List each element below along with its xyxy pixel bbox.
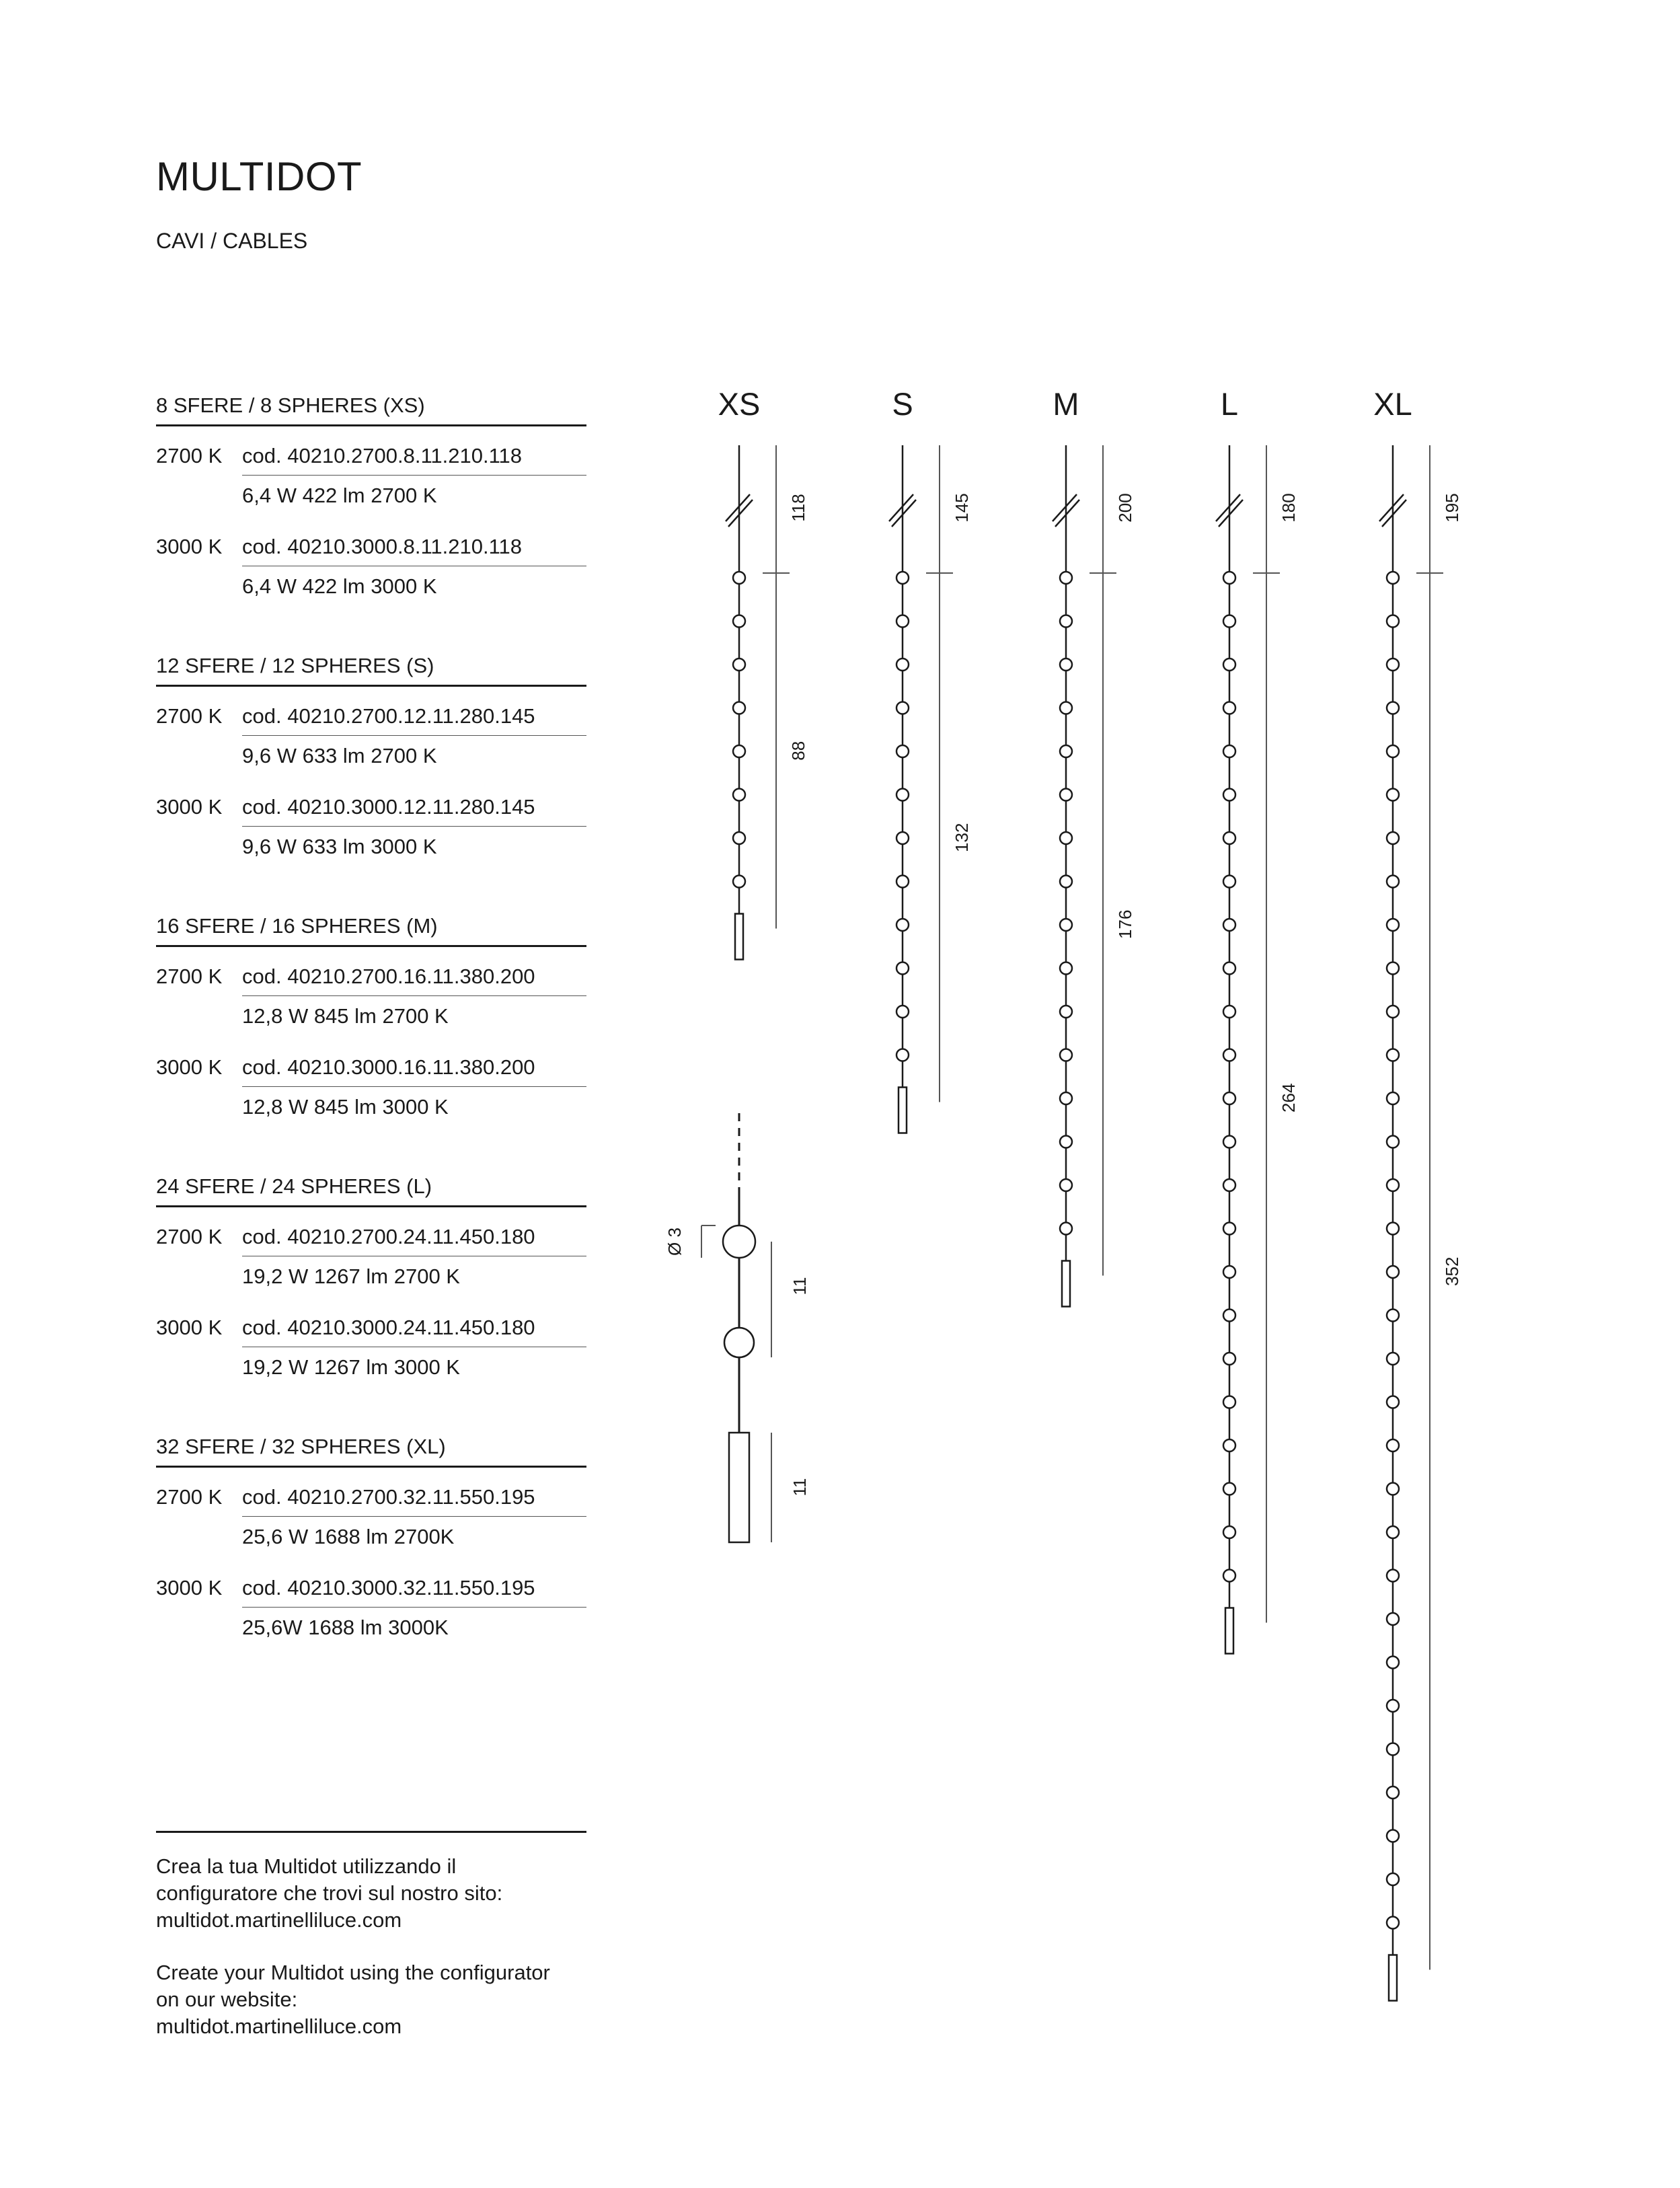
sphere xyxy=(1060,1136,1072,1148)
sphere xyxy=(1223,963,1235,975)
variant-temp: 3000 K xyxy=(156,795,223,819)
sphere xyxy=(1387,1873,1399,1885)
sphere xyxy=(1223,919,1235,931)
sphere xyxy=(1223,1049,1235,1061)
sphere xyxy=(1060,702,1072,714)
variant-code: cod. 40210.2700.12.11.280.145 xyxy=(242,704,586,736)
detail-end-cap xyxy=(729,1433,749,1542)
cable-size-label: S xyxy=(892,386,913,422)
sphere xyxy=(1223,658,1235,671)
variant-code: cod. 40210.3000.16.11.380.200 xyxy=(242,1055,586,1087)
sphere xyxy=(1387,1092,1399,1104)
top-dimension-label: 180 xyxy=(1278,493,1299,523)
variant-spec: 25,6 W 1688 lm 2700K xyxy=(242,1525,455,1548)
sphere xyxy=(1387,1136,1399,1148)
sphere xyxy=(1387,1917,1399,1929)
sphere xyxy=(1060,615,1072,628)
sphere xyxy=(1223,876,1235,888)
detail-sphere xyxy=(724,1328,754,1357)
top-dimension-label: 200 xyxy=(1115,493,1135,523)
sphere xyxy=(896,789,909,801)
sphere xyxy=(1223,1266,1235,1278)
sphere xyxy=(896,963,909,975)
variant-spec: 9,6 W 633 lm 2700 K xyxy=(242,744,437,767)
end-cap xyxy=(1062,1261,1070,1307)
sphere xyxy=(1060,658,1072,671)
sphere xyxy=(1223,572,1235,584)
note-it-line2: configuratore che trovi sul nostro sito: xyxy=(156,1881,503,1905)
variant-spec: 9,6 W 633 lm 3000 K xyxy=(242,835,437,858)
sphere xyxy=(1387,963,1399,975)
top-dimension-label: 118 xyxy=(788,494,808,522)
bottom-dimension-label: 132 xyxy=(952,823,972,852)
note-en-line2: on our website: xyxy=(156,1988,298,2011)
diameter-label: Ø 3 xyxy=(664,1228,685,1256)
sphere xyxy=(1223,615,1235,628)
sphere xyxy=(1060,1092,1072,1104)
sphere xyxy=(1387,1613,1399,1625)
variant-spec: 19,2 W 1267 lm 3000 K xyxy=(242,1355,460,1379)
section-heading: 16 SFERE / 16 SPHERES (M) xyxy=(156,914,586,947)
note-it-link[interactable]: multidot.martinelliluce.com xyxy=(156,1908,402,1932)
variant-code: cod. 40210.2700.8.11.210.118 xyxy=(242,444,586,476)
sphere xyxy=(1060,1049,1072,1061)
sphere xyxy=(733,832,745,844)
sphere xyxy=(1387,1266,1399,1278)
sphere xyxy=(1387,1353,1399,1365)
sphere xyxy=(1060,919,1072,931)
variant-spec: 12,8 W 845 lm 2700 K xyxy=(242,1004,449,1028)
sphere xyxy=(1387,832,1399,844)
variant-temp: 2700 K xyxy=(156,1225,223,1248)
sphere xyxy=(1223,1439,1235,1451)
variant-temp: 3000 K xyxy=(156,1576,223,1599)
variant-temp: 2700 K xyxy=(156,965,223,988)
cable-size-label: XL xyxy=(1373,386,1412,422)
cable-size-label: L xyxy=(1220,386,1239,422)
sphere xyxy=(1387,702,1399,714)
sphere xyxy=(1223,1006,1235,1018)
sphere xyxy=(733,658,745,671)
sphere xyxy=(1387,1049,1399,1061)
sphere xyxy=(896,572,909,584)
cable-size-label: XS xyxy=(718,386,761,422)
bottom-dimension-label: 264 xyxy=(1278,1083,1299,1112)
sphere xyxy=(733,789,745,801)
sphere xyxy=(1387,1179,1399,1191)
sphere xyxy=(733,876,745,888)
variant-code: cod. 40210.2700.32.11.550.195 xyxy=(242,1485,586,1517)
note-it-line1: Crea la tua Multidot utilizzando il xyxy=(156,1854,457,1878)
variant-code: cod. 40210.3000.8.11.210.118 xyxy=(242,535,586,566)
note-en-line1: Create your Multidot using the configurator xyxy=(156,1961,550,1984)
sphere xyxy=(896,702,909,714)
sphere xyxy=(1387,919,1399,931)
sphere xyxy=(1060,832,1072,844)
sphere xyxy=(1387,876,1399,888)
end-cap xyxy=(1389,1955,1397,2001)
variant-code: cod. 40210.2700.16.11.380.200 xyxy=(242,965,586,996)
sphere xyxy=(1387,572,1399,584)
section-heading: 8 SFERE / 8 SPHERES (XS) xyxy=(156,393,586,426)
sphere xyxy=(1387,1570,1399,1582)
bottom-dimension-label: 176 xyxy=(1115,909,1135,939)
variant-temp: 2700 K xyxy=(156,1485,223,1509)
variant-spec: 12,8 W 845 lm 3000 K xyxy=(242,1095,449,1119)
sphere xyxy=(1387,1700,1399,1712)
variant-spec: 6,4 W 422 lm 2700 K xyxy=(242,484,437,507)
sphere xyxy=(1060,963,1072,975)
variant-code: cod. 40210.3000.24.11.450.180 xyxy=(242,1316,586,1347)
variant-code: cod. 40210.2700.24.11.450.180 xyxy=(242,1225,586,1256)
sphere xyxy=(1060,1179,1072,1191)
variant-temp: 3000 K xyxy=(156,1316,223,1339)
sphere xyxy=(733,572,745,584)
sphere xyxy=(733,745,745,757)
sphere-distance-label: 11 xyxy=(790,1277,810,1295)
sphere xyxy=(1387,615,1399,628)
sphere xyxy=(896,1006,909,1018)
sphere xyxy=(1387,658,1399,671)
sphere xyxy=(1387,745,1399,757)
sphere xyxy=(1223,745,1235,757)
section-heading: 12 SFERE / 12 SPHERES (S) xyxy=(156,654,586,687)
sphere xyxy=(896,876,909,888)
sphere xyxy=(1060,1006,1072,1018)
sphere xyxy=(1387,1439,1399,1451)
sphere xyxy=(1223,1310,1235,1322)
top-dimension-label: 195 xyxy=(1442,493,1462,523)
sphere xyxy=(1223,1526,1235,1538)
end-cap xyxy=(735,914,743,960)
variant-temp: 3000 K xyxy=(156,535,223,558)
variant-temp: 2700 K xyxy=(156,704,223,728)
sphere xyxy=(1387,1830,1399,1842)
variant-spec: 25,6W 1688 lm 3000K xyxy=(242,1616,449,1639)
sphere xyxy=(1223,1136,1235,1148)
section-heading: 32 SFERE / 32 SPHERES (XL) xyxy=(156,1435,586,1468)
sphere xyxy=(1223,789,1235,801)
variant-spec: 6,4 W 422 lm 3000 K xyxy=(242,574,437,598)
sphere xyxy=(733,702,745,714)
detail-sphere xyxy=(723,1225,755,1258)
sphere xyxy=(1387,1743,1399,1756)
variant-temp: 2700 K xyxy=(156,444,223,467)
bottom-dimension-label: 352 xyxy=(1442,1256,1462,1286)
sphere xyxy=(1387,1786,1399,1799)
variant-code: cod. 40210.3000.32.11.550.195 xyxy=(242,1576,586,1608)
sphere xyxy=(1060,572,1072,584)
variant-spec: 19,2 W 1267 lm 2700 K xyxy=(242,1265,460,1288)
sphere xyxy=(896,745,909,757)
end-cap-length-label: 11 xyxy=(790,1478,810,1497)
sphere xyxy=(896,1049,909,1061)
sphere xyxy=(1223,832,1235,844)
sphere xyxy=(733,615,745,628)
sphere xyxy=(896,832,909,844)
end-cap xyxy=(899,1088,907,1133)
variant-temp: 3000 K xyxy=(156,1055,223,1079)
sphere xyxy=(1060,789,1072,801)
sphere xyxy=(1387,1526,1399,1538)
sphere xyxy=(1387,1006,1399,1018)
sphere xyxy=(896,919,909,931)
cable-size-label: M xyxy=(1053,386,1079,422)
sphere xyxy=(1223,1570,1235,1582)
note-en-link[interactable]: multidot.martinelliluce.com xyxy=(156,2014,402,2038)
sphere xyxy=(1223,1092,1235,1104)
sphere xyxy=(1060,1223,1072,1235)
page-subtitle: CAVI / CABLES xyxy=(156,229,308,253)
sphere xyxy=(1387,1223,1399,1235)
end-cap xyxy=(1225,1608,1233,1654)
sphere xyxy=(896,658,909,671)
sphere xyxy=(1060,745,1072,757)
sphere xyxy=(1223,1483,1235,1495)
sphere xyxy=(1223,1179,1235,1191)
sphere xyxy=(1223,1353,1235,1365)
page-title: MULTIDOT xyxy=(156,154,362,199)
top-dimension-label: 145 xyxy=(952,493,972,523)
sphere xyxy=(1223,1223,1235,1235)
sphere xyxy=(1060,876,1072,888)
bottom-dimension-label: 88 xyxy=(788,741,808,761)
sphere xyxy=(1387,1396,1399,1408)
sphere xyxy=(1387,1310,1399,1322)
section-heading: 24 SFERE / 24 SPHERES (L) xyxy=(156,1174,586,1207)
sphere xyxy=(1223,702,1235,714)
sphere xyxy=(1387,1657,1399,1669)
sphere xyxy=(1387,789,1399,801)
sphere xyxy=(1387,1483,1399,1495)
sphere xyxy=(896,615,909,628)
variant-code: cod. 40210.3000.12.11.280.145 xyxy=(242,795,586,827)
sphere xyxy=(1223,1396,1235,1408)
